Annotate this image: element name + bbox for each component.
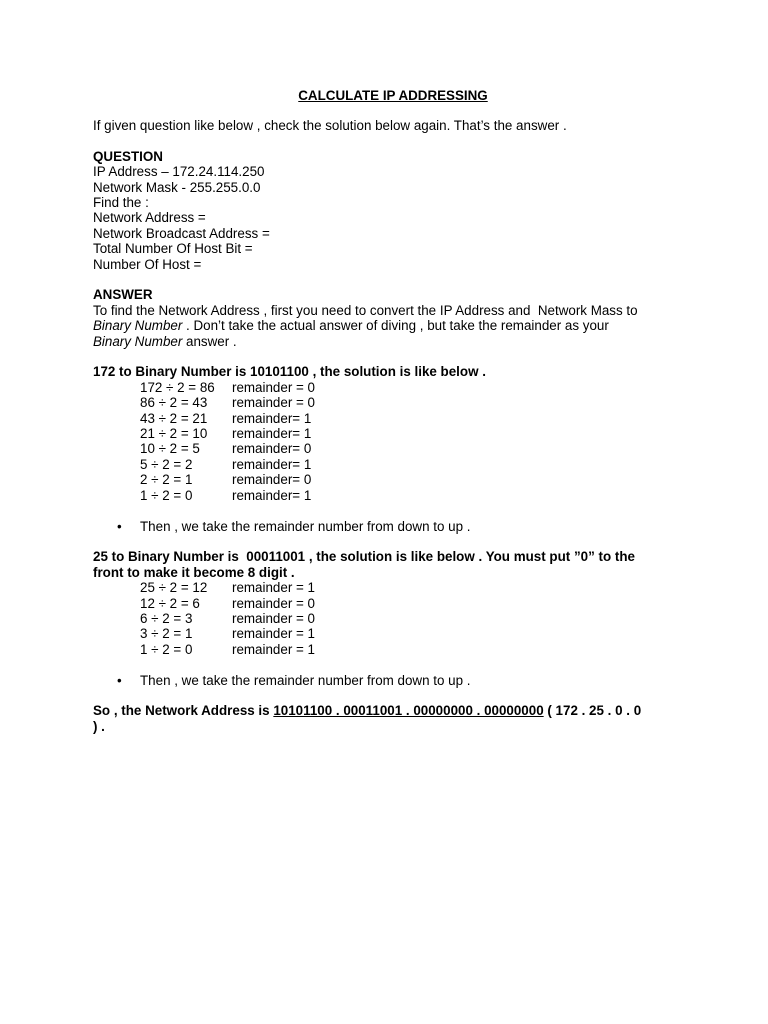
division-expression: 10 ÷ 2 = 5: [140, 441, 200, 457]
division-expression: 2 ÷ 2 = 1: [140, 472, 193, 488]
division-row: [93, 611, 683, 626]
division-row: [93, 642, 683, 657]
division-row: [93, 441, 683, 456]
remainder-text: remainder = 0: [232, 610, 315, 626]
division-table-25: [93, 580, 683, 657]
document-page: [93, 87, 683, 734]
conclusion-line-2: ) .: [93, 718, 105, 734]
answer-emphasis: Binary Number: [93, 333, 183, 349]
section-25-heading-line-2: front to make it become 8 digit .: [93, 564, 295, 580]
division-row: [93, 426, 683, 441]
page-title: CALCULATE IP ADDRESSING: [298, 88, 488, 103]
remainder-text: remainder= 1: [232, 426, 312, 442]
network-address-binary: 10101100 . 00011001 . 00000000 . 00000000: [273, 703, 544, 719]
division-row: [93, 411, 683, 426]
answer-paragraph-line-3: [93, 334, 683, 349]
remainder-text: remainder = 0: [232, 395, 315, 411]
remainder-text: remainder = 1: [232, 626, 315, 642]
remainder-text: remainder= 1: [232, 456, 312, 472]
remainder-text: remainder= 0: [232, 441, 312, 457]
division-expression: 1 ÷ 2 = 0: [140, 487, 193, 503]
answer-emphasis: Binary Number: [93, 318, 183, 334]
bullet-icon: •: [117, 672, 122, 688]
question-line-mask: Network Mask - 255.255.0.0: [93, 179, 261, 195]
division-expression: 172 ÷ 2 = 86: [140, 379, 215, 395]
division-expression: 1 ÷ 2 = 0: [140, 641, 193, 657]
division-row: [93, 395, 683, 410]
answer-paragraph-line-2: [93, 318, 683, 333]
remainder-text: remainder= 1: [232, 487, 312, 503]
division-row: [93, 457, 683, 472]
remainder-text: remainder = 0: [232, 379, 315, 395]
answer-heading: ANSWER: [93, 287, 153, 303]
bullet-icon: •: [117, 518, 122, 534]
question-line-host-bit: Total Number Of Host Bit =: [93, 241, 253, 257]
division-expression: 86 ÷ 2 = 43: [140, 395, 208, 411]
bullet-item-172: [93, 519, 683, 534]
division-row: [93, 472, 683, 487]
division-expression: 12 ÷ 2 = 6: [140, 595, 200, 611]
bullet-text: Then , we take the remainder number from down to up .: [140, 672, 471, 688]
division-expression: 3 ÷ 2 = 1: [140, 626, 193, 642]
division-row: [93, 596, 683, 611]
answer-text: answer .: [182, 333, 237, 349]
question-line-network-address: Network Address =: [93, 210, 206, 226]
remainder-text: remainder= 1: [232, 410, 312, 426]
division-row: [93, 626, 683, 641]
question-line-broadcast: Network Broadcast Address =: [93, 225, 270, 241]
answer-text: . Don’t take the actual answer of diving , but take the remainder as your: [182, 318, 609, 334]
division-expression: 6 ÷ 2 = 3: [140, 610, 193, 626]
division-table-172: [93, 380, 683, 503]
division-expression: 25 ÷ 2 = 12: [140, 580, 208, 596]
answer-paragraph-line-1: To find the Network Address , first you need to convert the IP Address and Network Mass to: [93, 302, 638, 318]
intro-text: If given question like below , check the solution below again. That’s the answer .: [93, 118, 567, 133]
remainder-text: remainder = 1: [232, 580, 315, 596]
question-heading: QUESTION: [93, 148, 163, 164]
network-address-decimal: ( 172 . 25 . 0 . 0: [543, 703, 642, 719]
division-expression: 5 ÷ 2 = 2: [140, 456, 193, 472]
question-line-find: Find the :: [93, 195, 149, 211]
question-line-ip: IP Address – 172.24.114.250: [93, 164, 265, 180]
remainder-text: remainder = 0: [232, 595, 315, 611]
bullet-text: Then , we take the remainder number from down to up .: [140, 518, 471, 534]
conclusion-prefix: So , the Network Address is: [93, 703, 274, 719]
question-line-host-count: Number Of Host =: [93, 256, 202, 272]
section-172-heading: 172 to Binary Number is 10101100 , the solution is like below .: [93, 364, 486, 380]
division-row: [93, 580, 683, 595]
conclusion-line-1: [93, 703, 683, 718]
division-row: [93, 488, 683, 503]
division-row: [93, 380, 683, 395]
bullet-item-25: [93, 673, 683, 688]
remainder-text: remainder= 0: [232, 472, 312, 488]
division-expression: 21 ÷ 2 = 10: [140, 426, 208, 442]
remainder-text: remainder = 1: [232, 641, 315, 657]
section-25-heading-line-1: 25 to Binary Number is 00011001 , the solution is like below . You must put ”0” to the: [93, 549, 635, 565]
division-expression: 43 ÷ 2 = 21: [140, 410, 208, 426]
